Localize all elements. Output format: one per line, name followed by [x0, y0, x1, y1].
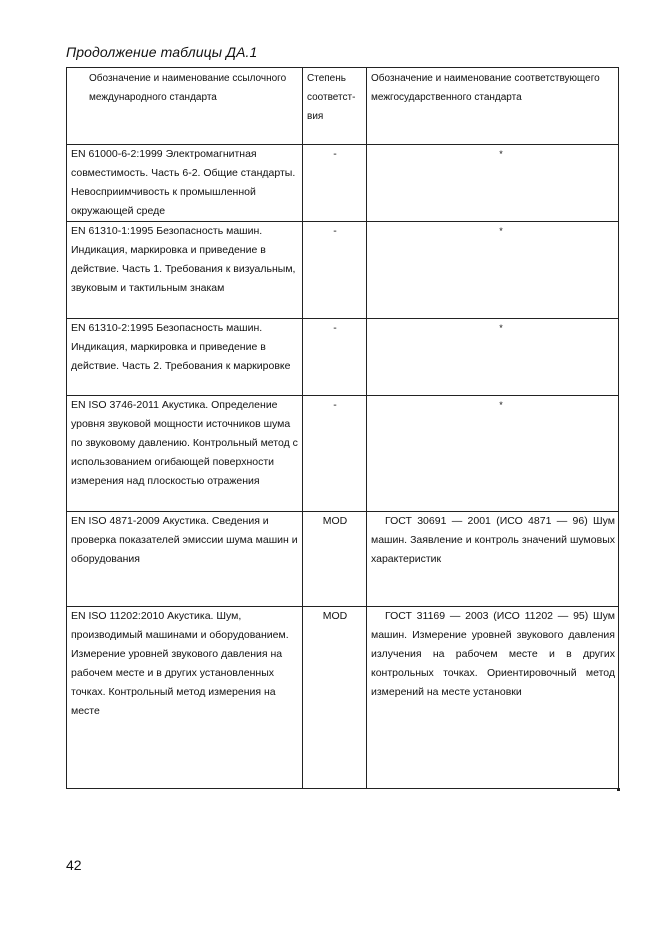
- header-degree-of-conformity: Степень соответст- вия: [303, 68, 367, 145]
- degree-cell: MOD: [303, 512, 367, 607]
- intl-standard-cell: EN ISO 4871-2009 Акустика. Сведения и проверка показателей эмиссии шума машин и оборудования: [67, 512, 303, 607]
- table-row: [67, 512, 619, 607]
- intl-standard-cell: EN ISO 11202:2010 Акустика. Шум, производимый машинами и оборудованием. Измерение уровней звукового давления на рабочем месте и в других установленных точках. Контрольный метод измерения на месте: [67, 607, 303, 789]
- table-row: [67, 607, 619, 789]
- intl-standard-cell: EN ISO 3746-2011 Акустика. Определение уровня звуковой мощности источников шума по звуковому давлению. Контрольный метод с использованием огибающей поверхности измерения над плоскостью отражения: [67, 396, 303, 512]
- degree-cell: -: [303, 222, 367, 319]
- degree-cell: MOD: [303, 607, 367, 789]
- intl-standard-cell: EN 61000-6-2:1999 Электромагнитная совместимость. Часть 6-2. Общие стандарты. Невосприимчивость к промышленной окружающей среде: [67, 145, 303, 222]
- gost-cell: ГОСТ 30691 — 2001 (ИСО 4871 — 96) Шум машин. Заявление и контроль значений шумовых характеристик: [367, 512, 619, 607]
- table-corner-mark: [617, 788, 620, 791]
- page-number: 42: [66, 857, 82, 873]
- table-header-row: [67, 68, 619, 145]
- table-row: [67, 396, 619, 512]
- degree-cell: -: [303, 319, 367, 396]
- gost-cell: *: [367, 145, 619, 222]
- gost-cell: *: [367, 222, 619, 319]
- header-interstate-standard: Обозначение и наименование соответствующего межгосударственного стандарта: [367, 68, 619, 145]
- table-caption: Продолжение таблицы ДА.1: [66, 44, 258, 60]
- degree-cell: -: [303, 145, 367, 222]
- gost-cell: ГОСТ 31169 — 2003 (ИСО 11202 — 95) Шум машин. Измерение уровней звукового давления излучения на рабочем месте и в других контрольных точках. Ориентировочный метод измерений на месте установки: [367, 607, 619, 789]
- header-international-standard: Обозначение и наименование ссылочного международного стандарта: [67, 68, 303, 145]
- gost-cell: *: [367, 319, 619, 396]
- intl-standard-cell: EN 61310-1:1995 Безопасность машин. Индикация, маркировка и приведение в действие. Часть 1. Требования к визуальным, звуковым и тактильным знакам: [67, 222, 303, 319]
- table-row: [67, 145, 619, 222]
- degree-cell: -: [303, 396, 367, 512]
- standards-table: [66, 67, 619, 789]
- gost-cell: *: [367, 396, 619, 512]
- intl-standard-cell: EN 61310-2:1995 Безопасность машин. Индикация, маркировка и приведение в действие. Часть 2. Требования к маркировке: [67, 319, 303, 396]
- table-row: [67, 319, 619, 396]
- table-row: [67, 222, 619, 319]
